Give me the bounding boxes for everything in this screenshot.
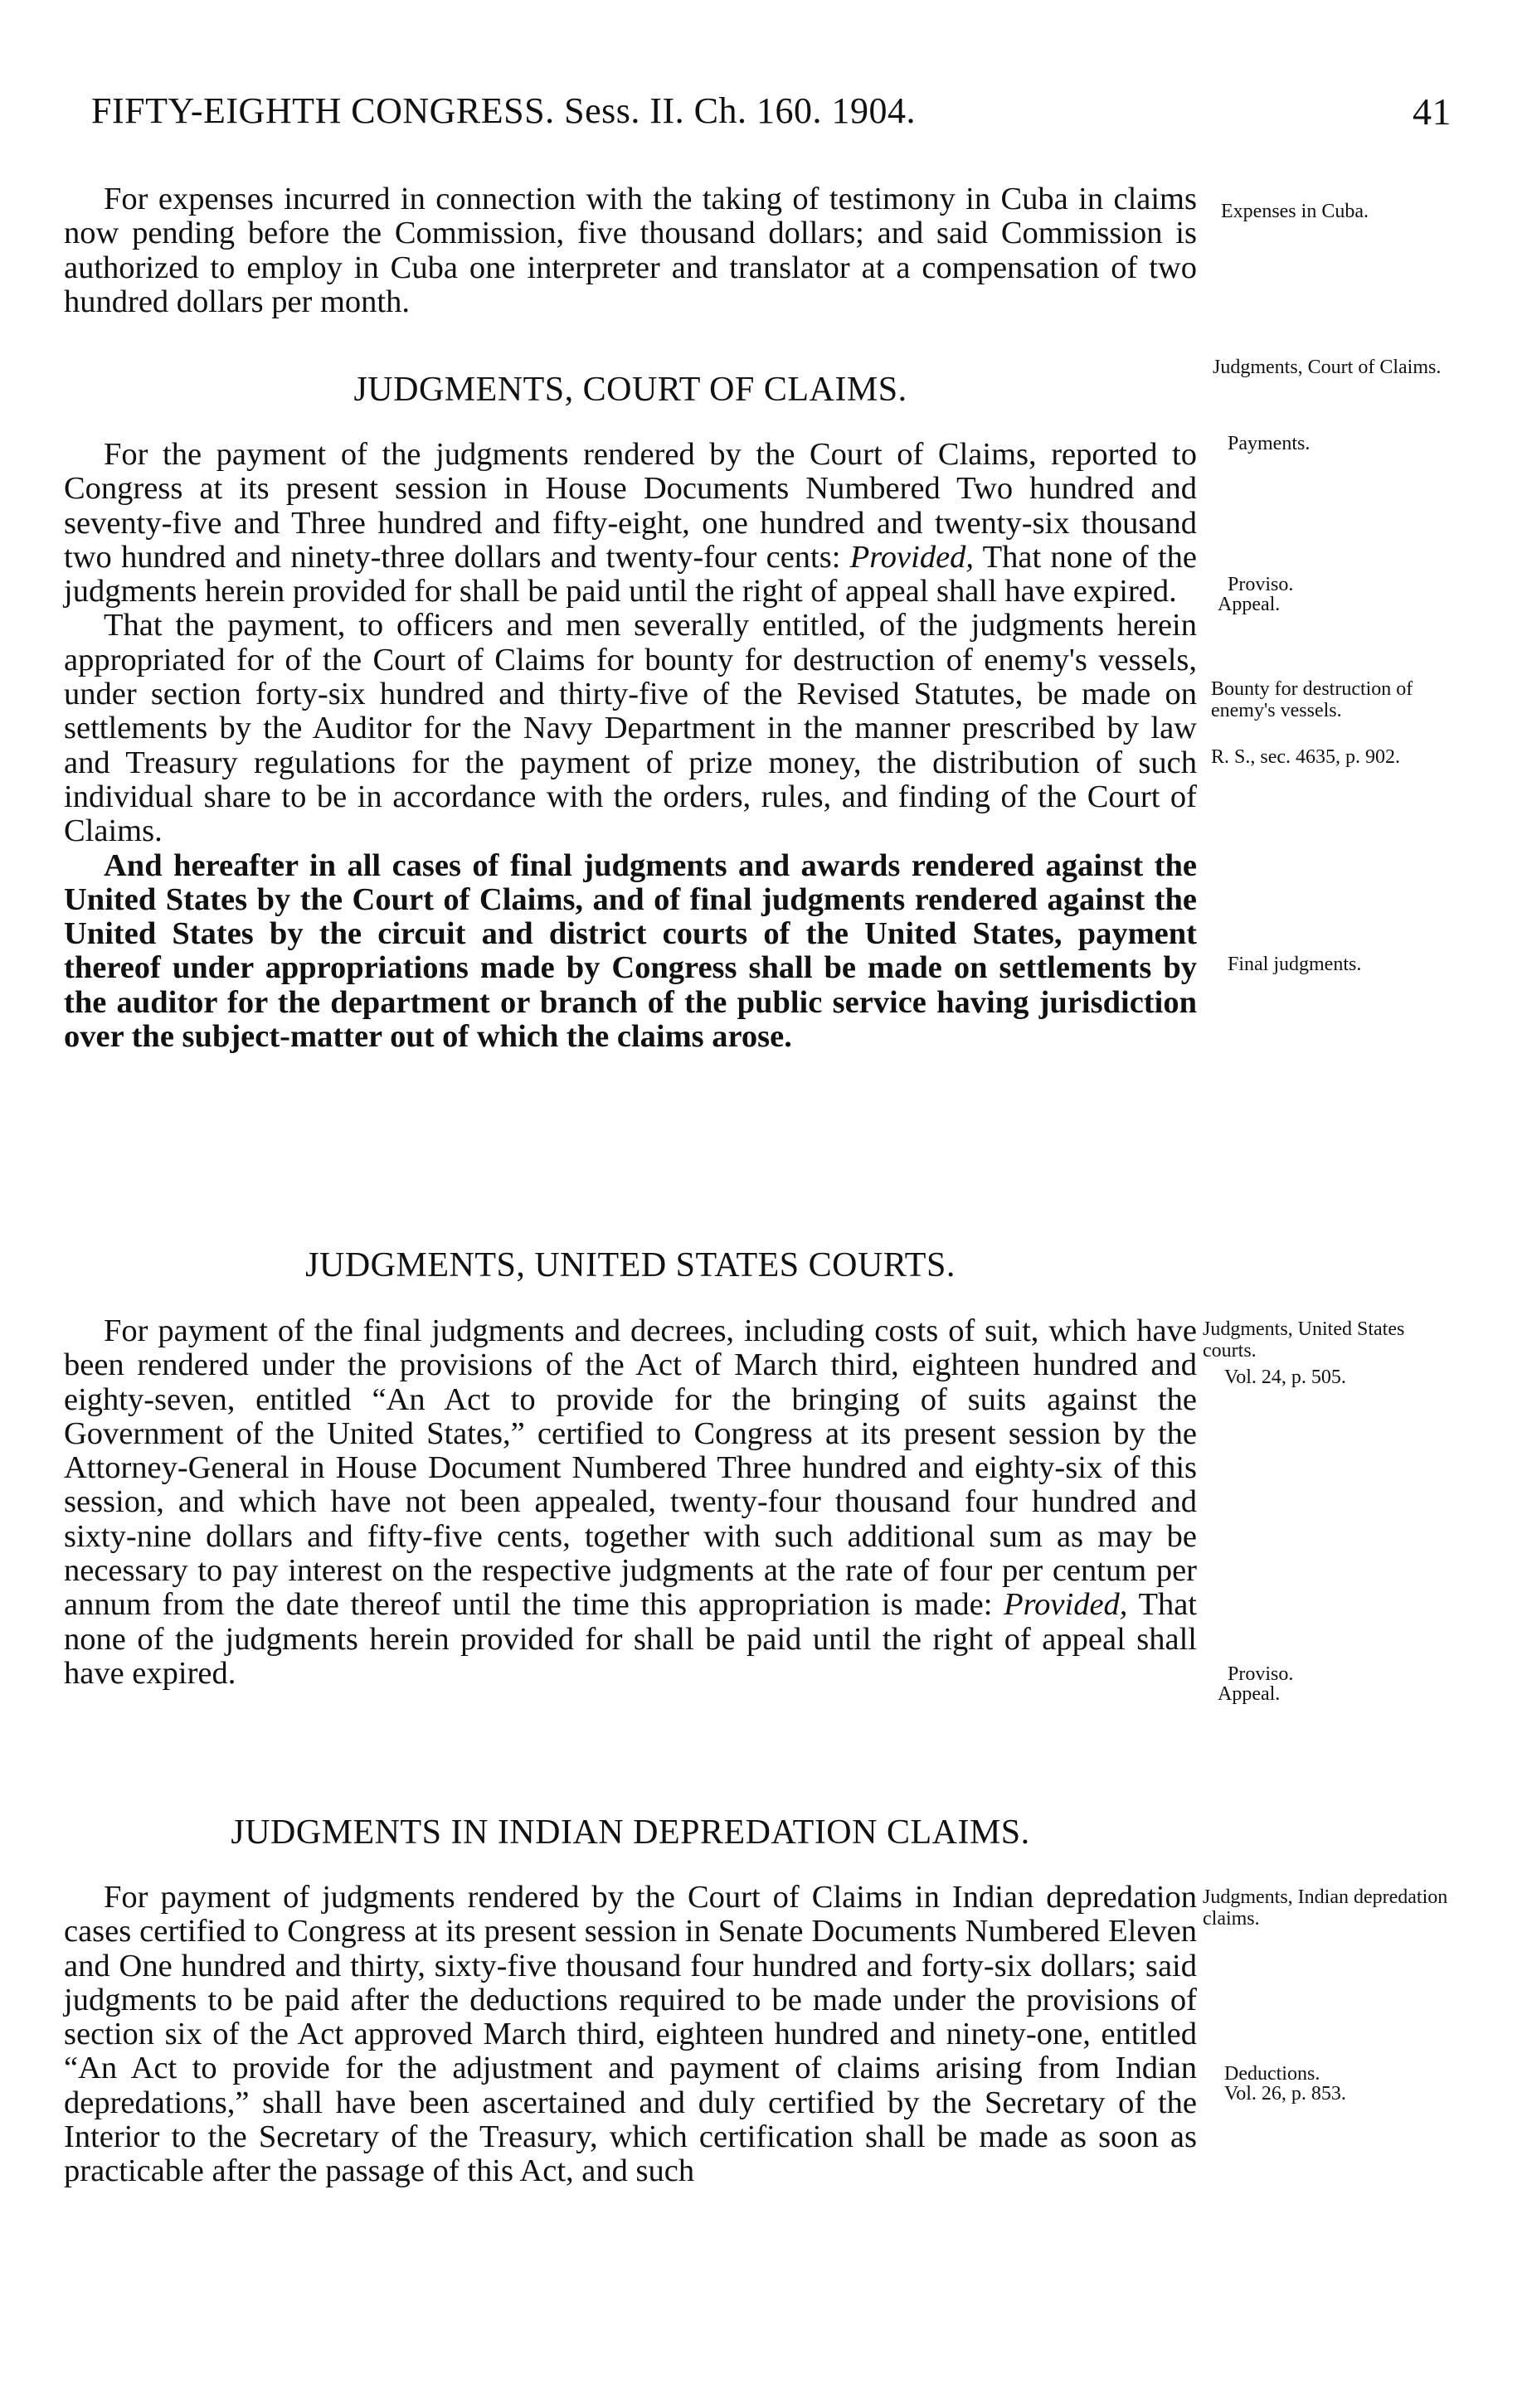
us-courts-body <box>64 1314 1197 1691</box>
page-number: 41 <box>1413 90 1452 133</box>
indian-depredation-body <box>64 1881 1197 2189</box>
provided-italic-2: Provided, <box>1004 1587 1128 1623</box>
running-header <box>91 90 1452 132</box>
heading-court-of-claims: JUDGMENTS, COURT OF CLAIMS. <box>353 371 907 409</box>
us-courts-text-b: That none of the judgments herein provided for shall be paid until the right of appeal shall have expired. <box>64 1587 1197 1691</box>
margin-note-proviso-1: Proviso. <box>1228 574 1294 595</box>
payments-text-a: For the payment of the judgments rendered by the Court of Claims, reported to Congress at its present session in House Documents Numbered Two hundred and seventy-five and Three hundred and fifty-eight, one hundred and twenty-six thousand two hundred and ninety-three dollars and twenty-four cents: <box>64 437 1197 575</box>
margin-note-appeal-1: Appeal. <box>1218 594 1281 615</box>
final-judgments-text: And hereafter in all cases of final judgments and awards rendered against the United States by the Court of Claims, and of final judgments rendered against the United States by the circuit and district courts of the United States, payment thereof under appropriations made by Congress shall be made on settlements by the auditor for the department or branch of the public service having jurisdiction over the subject-matter out of which the claims arose. <box>64 847 1197 1055</box>
expenses-cuba-text: For expenses incurred in connection with the taking of testimony in Cuba in claims now pending before the Commission, five thousand dollars; and said Commission is authorized to employ in Cuba one interpreter and translator at a compensation of two hundred dollars per month. <box>64 182 1197 319</box>
us-courts-text-a: For payment of the final judgments and decrees, including costs of suit, which have been rendered under the provisions of the Act of March third, eighteen hundred and eighty-seven, entitled “An Act to provide for the bringing of suits against the Government of the United States,” certified to Congress at its present session by the Attorney-General in House Document Numbered Three hundred and eighty-six of this session, and which have not been appealed, twenty-four thousand four hundred and sixty-nine dollars and fifty-five cents, together with such additional sum as may be necessary to pay interest on the respective judgments at the rate of four per centum per annum from the date thereof until the time this appropriation is made: <box>64 1313 1197 1623</box>
provided-italic-1: Provided, <box>849 539 975 575</box>
expenses-cuba-paragraph <box>64 182 1197 319</box>
court-of-claims-body <box>64 438 1197 1054</box>
margin-note-court-of-claims: Judgments, Court of Claims. <box>1213 357 1442 378</box>
margin-note-appeal-2: Appeal. <box>1218 1683 1281 1705</box>
indian-depredation-paragraph: For payment of judgments rendered by the Court of Claims in Indian depredation cases certified to Congress at its present session in Senate Documents Numbered Eleven and One hundred and thirty, sixty-five thousand four hundred and forty-six dollars; said judgments to be paid after the deductions required to be made under the provisions of section six of the Act approved March third, eighteen hundred and ninety-one, entitled “An Act to provide for the adjustment and payment of claims arising from Indian depredations,” shall have been ascertained and duly certified by the Secretary of the Interior to the Secretary of the Treasury, which certification shall be made as soon as practicable after the passage of this Act, and such <box>64 1880 1197 2189</box>
margin-note-payments: Payments. <box>1228 433 1311 454</box>
margin-note-vol-24: Vol. 24, p. 505. <box>1224 1367 1346 1388</box>
margin-note-final-judgments: Final judgments. <box>1228 954 1362 975</box>
payments-paragraph <box>64 438 1197 609</box>
heading-indian-depredation: JUDGMENTS IN INDIAN DEPREDATION CLAIMS. <box>231 1813 1030 1852</box>
heading-us-courts: JUDGMENTS, UNITED STATES COURTS. <box>305 1246 956 1284</box>
bounty-paragraph: That the payment, to officers and men severally entitled, of the judgments herein appropriated for of the Court of Claims for bounty for destruction of enemy's vessels, under section forty-six hundred and thirty-five of the Revised Statutes, be made on settlements by the Auditor for the Navy Department in the manner prescribed by law and Treasury regulations for the payment of prize money, the distribution of such individual share to be in accordance with the orders, rules, and finding of the Court of Claims. <box>64 608 1197 849</box>
margin-note-proviso-2: Proviso. <box>1228 1663 1294 1685</box>
margin-note-deductions: Deductions. <box>1224 2063 1320 2085</box>
running-title: FIFTY-EIGHTH CONGRESS. Sess. II. Ch. 160. 1904. <box>91 90 916 131</box>
margin-note-indian-depredation: Judgments, Indian depredation claims. <box>1203 1886 1448 1930</box>
margin-note-vol-26: Vol. 26, p. 853. <box>1224 2083 1346 2105</box>
payments-text-b: That none of the judgments herein provided for shall be paid until the right of appeal shall have expired. <box>64 539 1197 609</box>
margin-note-bounty: Bounty for destruction of enemy's vessels. <box>1211 678 1413 721</box>
final-judgments-paragraph <box>64 849 1197 1055</box>
margin-note-us-courts: Judgments, United States courts. <box>1203 1318 1405 1362</box>
margin-note-expenses-cuba: Expenses in Cuba. <box>1221 201 1369 222</box>
margin-note-rs-reference: R. S., sec. 4635, p. 902. <box>1211 746 1400 768</box>
us-courts-paragraph <box>64 1314 1197 1691</box>
